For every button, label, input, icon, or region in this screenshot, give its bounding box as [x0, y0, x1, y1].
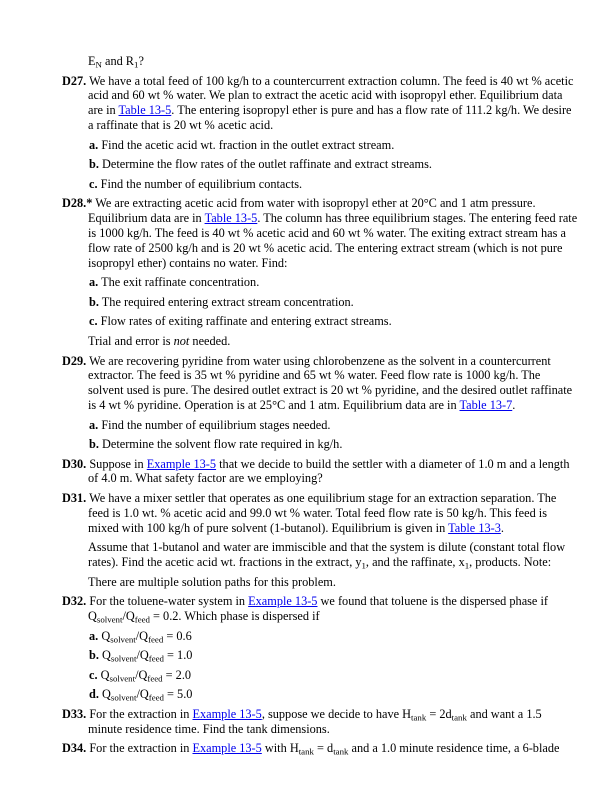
subitem-d27-a [89, 138, 578, 153]
text-run: Q [100, 667, 110, 682]
subscript-text: tank [451, 712, 467, 723]
para-d31-assume [88, 540, 578, 570]
link-table-13-3[interactable]: Table 13-3 [448, 520, 501, 535]
text-run: For the extraction in [89, 707, 193, 722]
subscript-text: tank [333, 746, 349, 757]
problem-d30 [62, 456, 578, 487]
text-run: and R [101, 54, 135, 68]
subitem-d27-c [89, 177, 578, 192]
text-run: . The entering isopropyl ether is pure and has a flow rate of 111.2 kg/h. We desire a raffinate that is 20 wt % acetic acid. [88, 103, 572, 132]
subscript-text: feed [148, 634, 164, 645]
text-run: We are recovering pyridine from water using chlorobenzene as the solvent in a countercurrent extractor. The feed is 35 wt % pyridine and 65 wt % water. Feed flow rate is 1000 kg/h. The solvent used is pure. The desired outlet extract is 20 wt % pyridine, and the desired outlet raffinate is 4 wt % pyridine. Operation is at 25°C and 1 atm. Equilibrium data are in [88, 353, 573, 412]
subitem-d28-c-label: c. [89, 314, 98, 329]
link-table-13-7[interactable]: Table 13-7 [459, 397, 513, 412]
text-run: We have a mixer settler that operates as one equilibrium stage for an extraction separation. The feed is 1.0 wt. % acetic acid and 99.0 wt % water. Total feed flow rate is 50 kg/h. This feed is mixed with 100 kg/h of pure solvent (1-butanol). Equilibrium is given in [88, 491, 557, 535]
text-run: ? [138, 54, 144, 68]
subscript-text: 1 [464, 560, 470, 571]
text-run: For the extraction in [89, 741, 193, 756]
subscript-text: feed [134, 614, 150, 625]
text-run: = 2.0 [162, 667, 192, 682]
text-run: Q [102, 687, 111, 702]
subscript-text: solvent [96, 614, 123, 625]
text-run: = 0.2. Which phase is dispersed if [149, 609, 320, 624]
problem-d29 [62, 353, 578, 413]
text-run: Assume that 1-butanol and water are immiscible and that the system is dilute (constant total flow rates). Find the acetic acid wt. fractions in the extract, y [88, 540, 566, 570]
subitem-d28-a [89, 275, 578, 290]
subitem-d32-d [89, 687, 578, 702]
text-run: not [173, 333, 190, 348]
subitem-d28-b [89, 295, 578, 310]
subitem-d29-a [89, 418, 578, 433]
problem-d28 [62, 196, 578, 270]
problem-d29-label: D29. [62, 353, 87, 368]
text-run: and want a 1.5 minute residence time. Find the tank dimensions. [88, 707, 542, 736]
text-run: , suppose we decide to have H [261, 707, 412, 722]
text-run: Find the acetic acid wt. fraction in the outlet extract stream. [101, 137, 395, 152]
subitem-d32-d-label: d. [89, 687, 99, 702]
text-run: /Q [122, 609, 135, 624]
subitem-d27-c-label: c. [89, 176, 98, 191]
intro-line [88, 54, 578, 69]
text-run: Suppose in [89, 456, 147, 471]
text-run: We are extracting acetic acid from water with isopropyl ether at 20°C and 1 atm pressure. Equilibrium data are in [88, 196, 536, 226]
link-example-13-5[interactable]: Example 13-5 [192, 741, 262, 756]
subscript-text: feed [147, 673, 163, 684]
text-run: /Q [135, 628, 149, 643]
subscript-text: tank [298, 746, 314, 757]
problem-d32-label: D32. [62, 594, 87, 609]
text-run: There are multiple solution paths for this problem. [88, 574, 336, 589]
subitem-d29-a-label: a. [89, 417, 99, 432]
subitem-d32-a-label: a. [89, 628, 99, 643]
text-run: Find the number of equilibrium stages needed. [101, 417, 331, 432]
text-run: /Q [135, 667, 148, 682]
text-run: We have a total feed of 100 kg/h to a countercurrent extraction column. The feed is 40 wt % acetic acid and 60 wt % water. We plan to extract the acetic acid with isopropyl ether. Equilibrium data are in [88, 73, 574, 118]
text-run: . [512, 397, 516, 412]
subitem-d32-a [89, 629, 578, 644]
text-run: Trial and error is [88, 333, 174, 348]
text-run: = 0.6 [163, 628, 192, 643]
text-run: . [500, 520, 504, 535]
subitem-d27-a-label: a. [89, 137, 99, 152]
subscript-text: solvent [109, 673, 136, 684]
subitem-d29-b [89, 437, 578, 452]
subitem-d28-b-label: b. [89, 294, 99, 309]
text-run: = d [313, 741, 334, 756]
problem-d34 [62, 741, 578, 757]
problem-d34-label: D34. [62, 741, 87, 756]
text-run: Determine the solvent flow rate required in kg/h. [102, 437, 343, 452]
text-run: with H [261, 741, 299, 756]
text-run: Flow rates of exiting raffinate and entering extract streams. [100, 314, 392, 329]
text-run: = 2d [426, 707, 452, 722]
text-run: The required entering extract stream concentration. [101, 294, 354, 309]
subitem-d27-b-label: b. [89, 157, 99, 172]
text-run: Find the number of equilibrium contacts. [100, 176, 303, 191]
subitem-d32-c [89, 668, 578, 683]
subitem-d28-a-label: a. [89, 275, 99, 290]
subscript-text: 1 [361, 560, 366, 571]
subscript-text: solvent [110, 634, 136, 645]
subitem-d32-c-label: c. [89, 667, 98, 682]
subitem-d29-b-label: b. [89, 437, 99, 452]
note-d28 [88, 334, 578, 349]
text-run: = 1.0 [163, 648, 193, 663]
text-run: For the toluene-water system in [89, 594, 249, 609]
subscript-text: feed [148, 653, 164, 664]
problem-d33 [62, 707, 578, 737]
problem-d27-label: D27. [62, 73, 87, 88]
text-run: = 5.0 [163, 687, 193, 702]
problem-d31 [62, 491, 578, 535]
text-run: Q [101, 628, 111, 643]
text-run: needed. [189, 333, 231, 348]
text-run: Determine the flow rates of the outlet raffinate and extract streams. [102, 157, 432, 172]
text-run: The exit raffinate concentration. [101, 275, 260, 290]
subscript-text: solvent [110, 692, 137, 703]
subscript-text: 1 [134, 59, 139, 70]
subscript-text: solvent [110, 653, 137, 664]
link-example-13-5[interactable]: Example 13-5 [248, 594, 318, 609]
problem-d32 [62, 594, 578, 625]
problem-d31-label: D31. [62, 491, 87, 506]
link-table-13-5[interactable]: Table 13-5 [204, 211, 258, 226]
text-run: /Q [136, 648, 149, 663]
problem-d27 [62, 73, 578, 133]
text-run: , and the raffinate, x [365, 555, 465, 570]
link-table-13-5[interactable]: Table 13-5 [118, 103, 172, 118]
text-run: . The column has three equilibrium stages. The entering feed rate is 1000 kg/h. The feed is 40 wt % acetic acid and 60 wt % water. The exiting extract stream has a flow rate of 2500 kg/h and is 20 wt % acetic acid. The entering extract stream (which is not pure isopropyl ether) contains no water. Find: [88, 211, 578, 270]
subscript-text: feed [148, 692, 164, 703]
link-example-13-5[interactable]: Example 13-5 [146, 456, 217, 471]
subitem-d28-c [89, 314, 578, 329]
problem-list [62, 54, 578, 756]
subitem-d32-b [89, 648, 578, 663]
text-run: /Q [136, 687, 149, 702]
subitem-d32-b-label: b. [89, 648, 99, 663]
text-run: Q [102, 648, 111, 663]
text-run: , products. Note: [469, 555, 552, 570]
link-example-13-5[interactable]: Example 13-5 [192, 707, 262, 722]
subscript-text: N [95, 59, 102, 70]
problem-d33-label: D33. [62, 707, 87, 722]
text-run: that we decide to build the settler with a diameter of 1.0 m and a length of 4.0 m. What safety factor are we employing? [88, 456, 570, 486]
problem-d28-label: D28.* [62, 196, 93, 211]
para-d31-note [88, 575, 578, 590]
subitem-d27-b [89, 157, 578, 172]
text-run: we found that toluene is the dispersed phase if Q [88, 594, 548, 624]
problem-d30-label: D30. [62, 456, 87, 471]
subscript-text: tank [411, 712, 427, 723]
text-run: and a 1.0 minute residence time, a 6-blade [348, 741, 560, 756]
text-run: E [88, 54, 96, 68]
